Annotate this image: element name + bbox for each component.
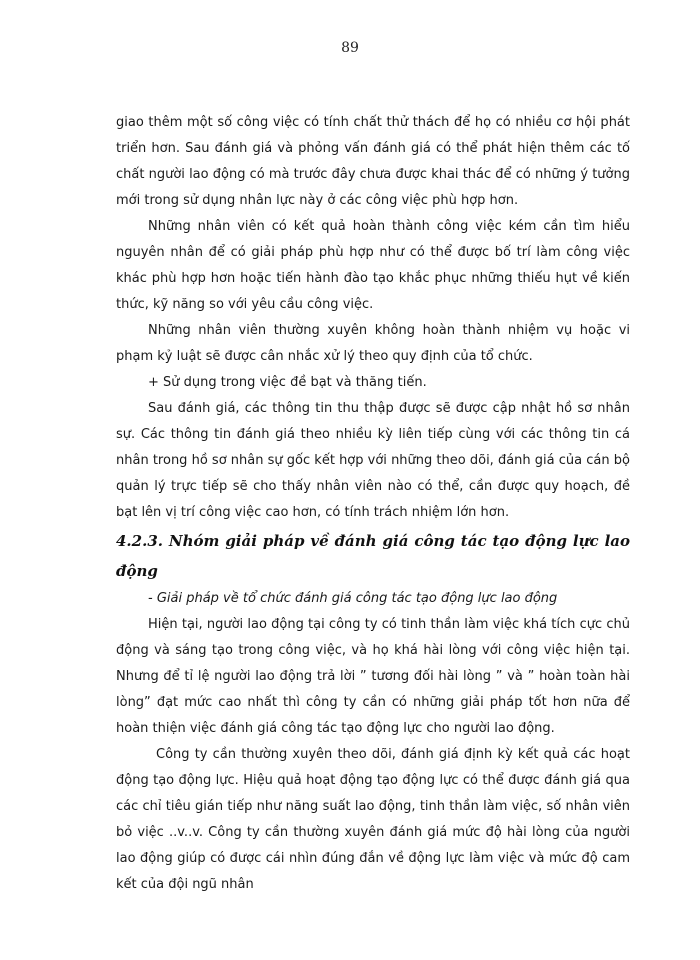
section-heading: 4.2.3. Nhóm giải pháp về đánh giá công tác tạo động lực lao động xyxy=(116,532,630,580)
paragraph-current-state: Hiện tại, người lao động tại công ty có tinh thần làm việc khá tích cực chủ động và sáng tạo trong công việc, và họ khá hài lòng với công việc hiện tại. Nhưng để tỉ lệ người lao động trả lời ” tương đối hài lòng ” và ” hoàn toàn hài lòng” đạt mức cao nhất thì công ty cần có những giải pháp tốt hơn nữa để hoàn thiện việc đánh giá công tác tạo động lực cho người lao động. xyxy=(116,617,630,736)
paragraph-monitoring: Công ty cần thường xuyên theo dõi, đánh giá định kỳ kết quả các hoạt động tạo động lực. Hiệu quả hoạt động tạo động lực có thể được đánh giá qua các chỉ tiêu gián tiếp như năng suất lao động, tinh thần làm việc, số nhân viên bỏ việc ..v..v. Công ty cần thường xuyên đánh giá mức độ hài lòng của người lao động giúp có được cái nhìn đúng đắn về động lực làm việc và mức độ cam kết của đội ngũ nhân xyxy=(116,747,630,892)
page-number: 89 xyxy=(341,40,359,56)
section-subheading: - Giải pháp về tổ chức đánh giá công tác tạo động lực lao động xyxy=(148,591,558,606)
bullet-promotion: + Sử dụng trong việc đề bạt và thăng tiến. xyxy=(148,375,427,390)
paragraph-continuation: giao thêm một số công việc có tính chất thử thách để họ có nhiều cơ hội phát triển hơn. Sau đánh giá và phỏng vấn đánh giá có thể phát hiện thêm các tố chất người lao động có mà trước đây chưa được khai thác để có những ý tưởng mới trong sử dụng nhân lực này ở các công việc phù hợp hơn. xyxy=(116,115,630,208)
paragraph-records-update: Sau đánh giá, các thông tin thu thập được sẽ được cập nhật hồ sơ nhân sự. Các thông tin đánh giá theo nhiều kỳ liên tiếp cùng với các thông tin cá nhân trong hồ sơ nhân sự gốc kết hợp với những theo dõi, đánh giá của cán bộ quản lý trực tiếp sẽ cho thấy nhân viên nào có thể, cần được quy hoạch, đề bạt lên vị trí công việc cao hơn, có tính trách nhiệm lớn hơn. xyxy=(116,401,630,520)
paragraph-poor-performers: Những nhân viên có kết quả hoàn thành công việc kém cần tìm hiểu nguyên nhân để có giải pháp phù hợp như có thể được bố trí làm công việc khác phù hợp hơn hoặc tiến hành đào tạo khắc phục những thiếu hụt về kiến thức, kỹ năng so với yêu cầu công việc. xyxy=(116,219,630,312)
body-text xyxy=(116,110,630,898)
paragraph-violations: Những nhân viên thường xuyên không hoàn thành nhiệm vụ hoặc vi phạm kỷ luật sẽ được cân nhắc xử lý theo quy định của tổ chức. xyxy=(116,323,630,364)
